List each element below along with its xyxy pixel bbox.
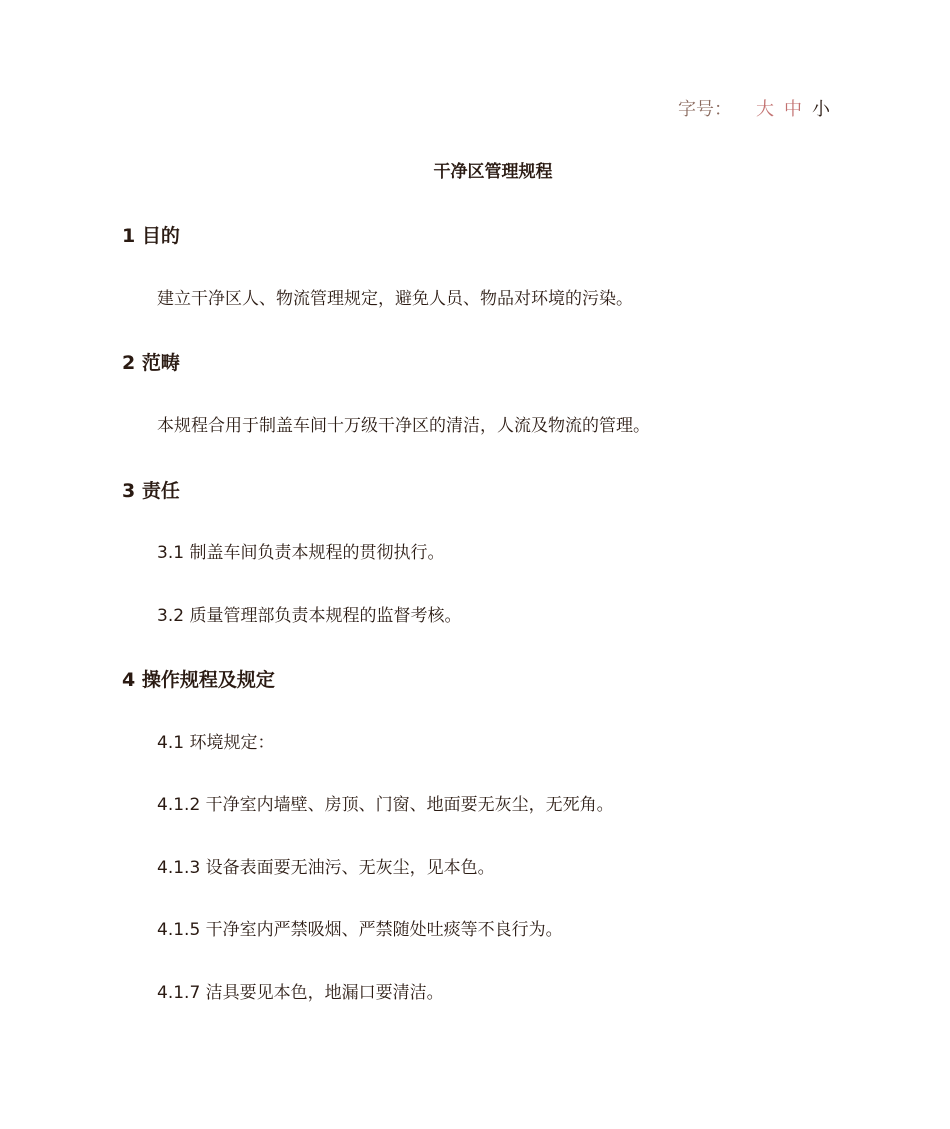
- font-size-control: [678, 97, 830, 123]
- section-paragraph: 本规程合用于制盖车间十万级干净区的清洁，人流及物流的管理。: [157, 416, 650, 436]
- section-heading-scope: 2 范畴: [122, 352, 180, 374]
- section-paragraph: 4.1.7 洁具要见本色，地漏口要清洁。: [157, 983, 444, 1003]
- section-heading-purpose: 1 目的: [122, 225, 180, 247]
- section-paragraph: 3.2 质量管理部负责本规程的监督考核。: [157, 606, 462, 626]
- section-paragraph: 4.1 环境规定：: [157, 733, 275, 753]
- section-paragraph: 4.1.2 干净室内墙壁、房顶、门窗、地面要无灰尘，无死角。: [157, 795, 614, 815]
- section-paragraph: 4.1.5 干净室内严禁吸烟、严禁随处吐痰等不良行为。: [157, 920, 563, 940]
- font-size-label: 字号：: [678, 99, 732, 120]
- font-size-small-link[interactable]: 小: [812, 99, 830, 120]
- section-heading-responsibility: 3 责任: [122, 480, 180, 502]
- section-paragraph: 4.1.3 设备表面要无油污、无灰尘，见本色。: [157, 858, 495, 878]
- section-heading-procedures: 4 操作规程及规定: [122, 669, 275, 691]
- font-size-large-link[interactable]: 大: [756, 99, 774, 120]
- section-paragraph: 建立干净区人、物流管理规定，避免人员、物品对环境的污染。: [157, 289, 633, 309]
- section-paragraph: 3.1 制盖车间负责本规程的贯彻执行。: [157, 543, 445, 563]
- font-size-medium-link[interactable]: 中: [784, 99, 802, 120]
- document-title: 干净区管理规程: [433, 162, 553, 182]
